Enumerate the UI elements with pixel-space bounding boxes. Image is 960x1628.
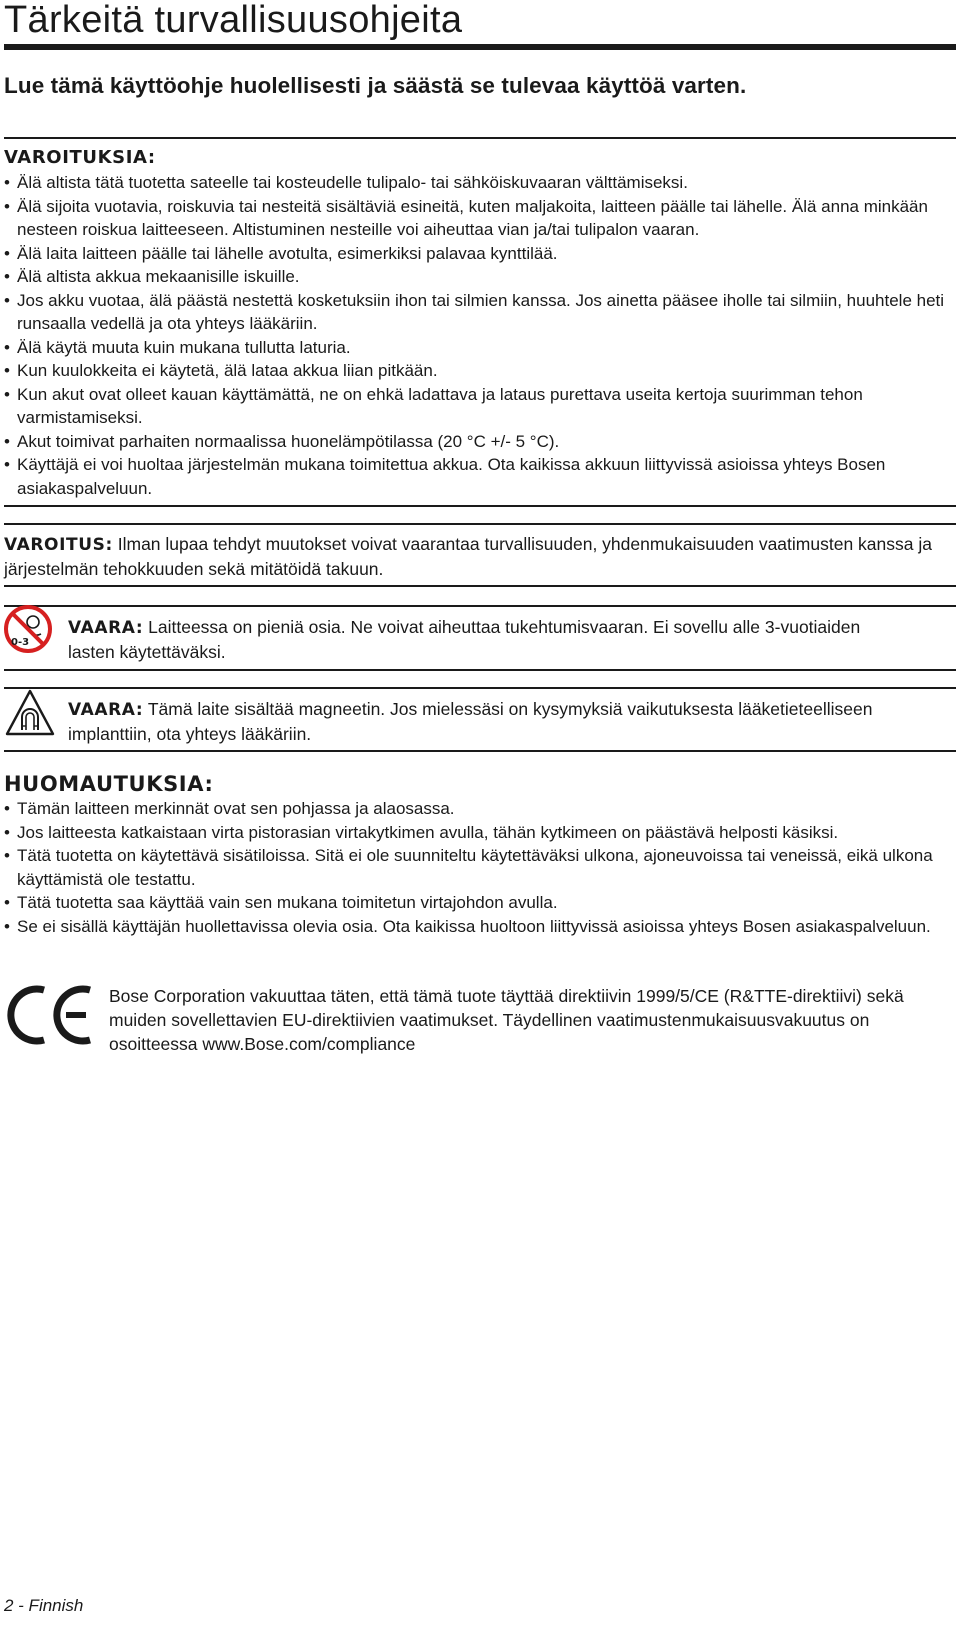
danger-label: VAARA: [68, 700, 144, 720]
list-item: • Jos laitteesta katkaistaan virta pistorasian virtakytkimen avulla, tähän kytkimeen on päästävä helposti käsiksi. [4, 821, 956, 845]
list-item: • Älä sijoita vuotavia, roiskuvia tai nesteitä sisältäviä esineitä, kuten maljakoita, laitteen päälle tai lähelle. Älä anna minkään nesteen roiskua laitteeseen. Altistuminen nesteille voi aiheuttaa vian ja/tai tulipalon vaaran. [4, 195, 956, 242]
divider [4, 523, 956, 525]
notes-heading: HUOMAUTUKSIA: [4, 772, 214, 796]
caution-text: Ilman lupaa tehdyt muutokset voivat vaarantaa turvallisuuden, yhdenmukaisuuden vaatimusten kanssa ja järjestelmän tehokkuuden sekä mitätöidä takuun. [4, 534, 932, 579]
list-item: • Se ei sisällä käyttäjän huollettavissa olevia osia. Ota kaikissa huoltoon liittyvissä asioissa yhteys Bosen asiakaspalveluun. [4, 915, 956, 939]
divider [4, 687, 956, 689]
danger-magnet-paragraph [68, 697, 948, 746]
ce-mark-icon [6, 984, 94, 1046]
list-item: • Akut toimivat parhaiten normaalissa huonelämpötilassa (20 °C +/- 5 °C). [4, 430, 956, 454]
page-footer: 2 - Finnish [4, 1596, 84, 1615]
caution-paragraph [4, 532, 956, 581]
divider [4, 669, 956, 671]
notes-list [4, 797, 956, 938]
notes-section [4, 771, 956, 938]
divider [4, 137, 956, 139]
page-subtitle: Lue tämä käyttöohje huolellisesti ja säästä se tulevaa käyttöä varten. [4, 73, 747, 98]
danger-label: VAARA: [68, 618, 144, 638]
list-item: • Jos akku vuotaa, älä päästä nestettä kosketuksiin ihon tai silmien kanssa. Jos ainetta pääsee iholle tai silmiin, huuhtele heti runsaalla vedellä ja ota yhteys lääkäriin. [4, 289, 956, 336]
divider [4, 750, 956, 752]
list-item: • Tämän laitteen merkinnät ovat sen pohjassa ja alaosassa. [4, 797, 956, 821]
divider [4, 585, 956, 587]
danger-magnet-text: Tämä laite sisältää magneetin. Jos mielessäsi on kysymyksiä vaikutuksesta lääketieteelliseen implanttiin, ota yhteys lääkäriin. [68, 699, 873, 744]
list-item: • Tätä tuotetta on käytettävä sisätiloissa. Sitä ei ole suunniteltu käytettäväksi ulkona, ajoneuvoissa tai veneissä, eikä ulkona käyttämistä ole testattu. [4, 844, 956, 891]
list-item: • Käyttäjä ei voi huoltaa järjestelmän mukana toimitettua akkua. Ota kaikissa akkuun liittyvissä asioissa yhteys Bosen asiakaspalveluun. [4, 453, 956, 500]
caution-label: VAROITUS: [4, 535, 113, 555]
list-item: • Tätä tuotetta saa käyttää vain sen mukana toimitetun virtajohdon avulla. [4, 891, 956, 915]
magnet-warning-icon [4, 688, 56, 738]
small-parts-warning-icon [4, 604, 54, 654]
list-item: • Älä altista tätä tuotetta sateelle tai kosteudelle tulipalo- tai sähköiskuvaaran välttämiseksi. [4, 171, 956, 195]
list-item: • Kun akut ovat olleet kauan käyttämättä, ne on ehkä ladattava ja lataus purettava useita kertoja suurimman tehon varmistamiseksi. [4, 383, 956, 430]
list-item: • Älä käytä muuta kuin mukana tullutta laturia. [4, 336, 956, 360]
warnings-heading: VAROITUKSIA: [4, 147, 156, 168]
title-rule [4, 44, 956, 50]
compliance-text: Bose Corporation vakuuttaa täten, että tämä tuote täyttää direktiivin 1999/5/CE (R&TTE-direktiivi) sekä muiden sovellettavien EU-direktiivien vaatimukset. Täydellinen vaatimustenmukaisuusvakuutus on osoitteessa www.Bose.com/compliance [109, 986, 904, 1054]
age-label: 0-3 [11, 637, 30, 648]
manual-page [4, 0, 956, 1628]
danger-small-parts-text: Laitteessa on pieniä osia. Ne voivat aiheuttaa tukehtumisvaaran. Ei sovellu alle 3-vuotiaiden lasten käytettäväksi. [68, 617, 861, 662]
list-item: • Älä altista akkua mekaanisille iskuille. [4, 265, 956, 289]
list-item: • Kun kuulokkeita ei käytetä, älä lataa akkua liian pitkään. [4, 359, 956, 383]
divider [4, 605, 956, 607]
list-item: • Älä laita laitteen päälle tai lähelle avotulta, esimerkiksi palavaa kynttilää. [4, 242, 956, 266]
page-title: Tärkeitä turvallisuusohjeita [4, 0, 463, 41]
warnings-list [4, 171, 956, 500]
divider [4, 505, 956, 507]
warnings-section [4, 146, 956, 500]
danger-small-parts-paragraph [68, 615, 868, 664]
